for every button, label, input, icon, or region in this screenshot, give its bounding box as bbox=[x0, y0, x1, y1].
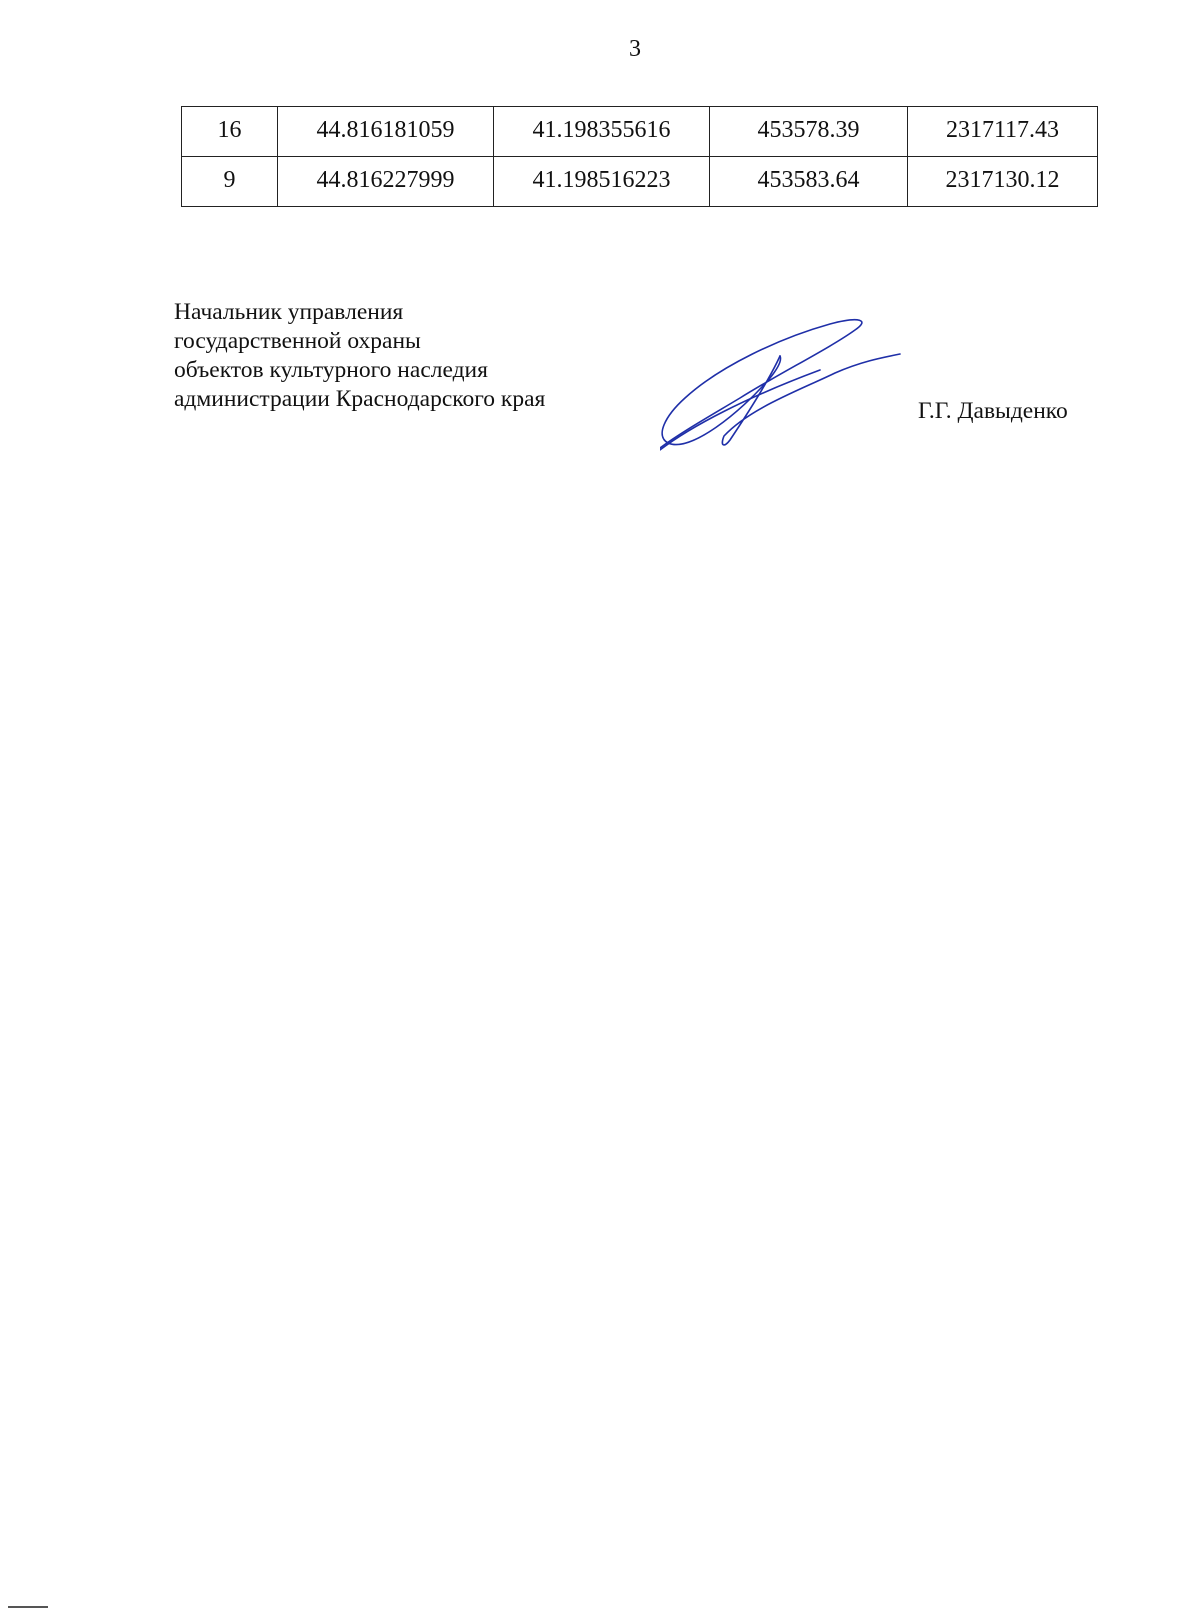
handwritten-signature bbox=[660, 318, 920, 463]
coordinates-table bbox=[181, 106, 1098, 207]
position-line: объектов культурного наследия bbox=[174, 357, 488, 383]
table-row bbox=[182, 157, 1098, 207]
table-cell: 2317130.12 bbox=[908, 157, 1098, 207]
page-number: 3 bbox=[629, 36, 641, 62]
table-cell: 44.816181059 bbox=[278, 107, 494, 157]
signature-stroke bbox=[660, 320, 862, 448]
table-cell: 41.198355616 bbox=[494, 107, 710, 157]
table-cell: 453583.64 bbox=[710, 157, 908, 207]
signer-name: Г.Г. Давыденко bbox=[918, 398, 1068, 424]
position-line: Начальник управления bbox=[174, 299, 404, 325]
position-line: государственной охраны bbox=[174, 328, 421, 354]
table-cell: 2317117.43 bbox=[908, 107, 1098, 157]
signature-stroke bbox=[660, 370, 820, 453]
table-cell: 453578.39 bbox=[710, 107, 908, 157]
position-line: администрации Краснодарского края bbox=[174, 386, 546, 412]
table-cell: 9 bbox=[182, 157, 278, 207]
scan-edge-mark bbox=[8, 1606, 48, 1608]
signatory-position bbox=[174, 298, 545, 414]
table-cell: 41.198516223 bbox=[494, 157, 710, 207]
table-row bbox=[182, 107, 1098, 157]
table-cell: 16 bbox=[182, 107, 278, 157]
table-cell: 44.816227999 bbox=[278, 157, 494, 207]
